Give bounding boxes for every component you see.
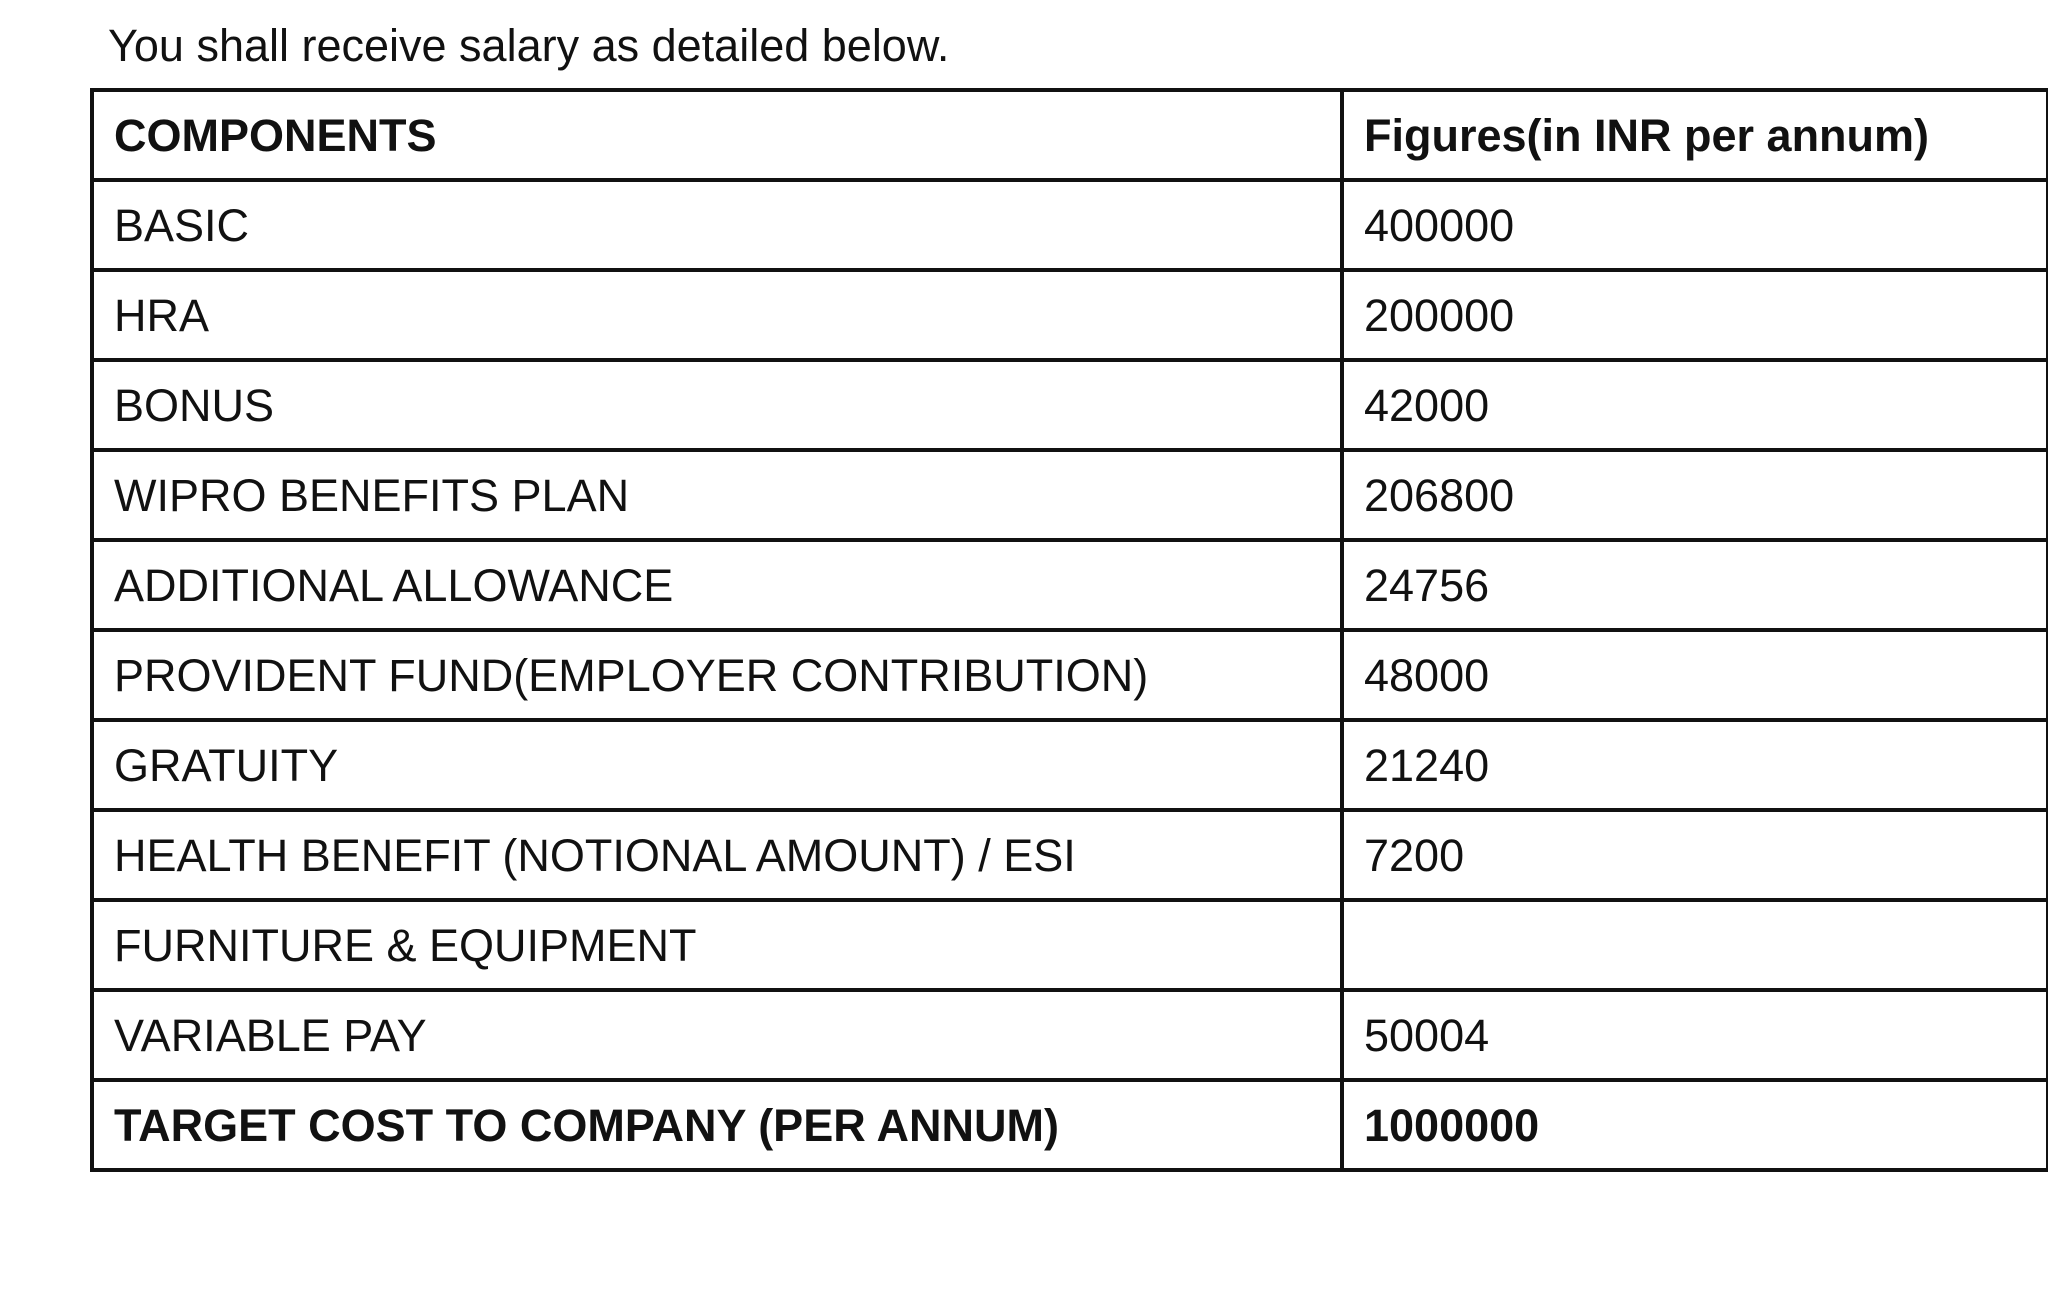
table-row bbox=[92, 630, 2048, 720]
component-cell: FURNITURE & EQUIPMENT bbox=[92, 900, 1342, 990]
component-cell: WIPRO BENEFITS PLAN bbox=[92, 450, 1342, 540]
table-row bbox=[92, 720, 2048, 810]
component-cell: HRA bbox=[92, 270, 1342, 360]
table-row bbox=[92, 990, 2048, 1080]
figure-cell: 21240 bbox=[1342, 720, 2048, 810]
figure-cell: 7200 bbox=[1342, 810, 2048, 900]
table-row bbox=[92, 900, 2048, 990]
total-row bbox=[92, 1080, 2048, 1170]
figure-cell: 42000 bbox=[1342, 360, 2048, 450]
component-cell: ADDITIONAL ALLOWANCE bbox=[92, 540, 1342, 630]
intro-text: You shall receive salary as detailed below. bbox=[108, 20, 950, 71]
table-header-row bbox=[92, 90, 2048, 180]
figure-cell: 48000 bbox=[1342, 630, 2048, 720]
header-figures: Figures(in INR per annum) bbox=[1342, 90, 2048, 180]
table-row bbox=[92, 810, 2048, 900]
figure-cell: 400000 bbox=[1342, 180, 2048, 270]
table-row bbox=[92, 180, 2048, 270]
table-row bbox=[92, 540, 2048, 630]
figure-cell: 206800 bbox=[1342, 450, 2048, 540]
salary-table bbox=[90, 88, 2048, 1172]
component-cell: PROVIDENT FUND(EMPLOYER CONTRIBUTION) bbox=[92, 630, 1342, 720]
component-cell: VARIABLE PAY bbox=[92, 990, 1342, 1080]
figure-cell: 200000 bbox=[1342, 270, 2048, 360]
component-cell: BONUS bbox=[92, 360, 1342, 450]
table-row bbox=[92, 270, 2048, 360]
table-row bbox=[92, 360, 2048, 450]
component-cell: HEALTH BENEFIT (NOTIONAL AMOUNT) / ESI bbox=[92, 810, 1342, 900]
component-cell: GRATUITY bbox=[92, 720, 1342, 810]
figure-cell: 50004 bbox=[1342, 990, 2048, 1080]
figure-cell bbox=[1342, 900, 2048, 990]
component-cell: BASIC bbox=[92, 180, 1342, 270]
total-value: 1000000 bbox=[1342, 1080, 2048, 1170]
total-label: TARGET COST TO COMPANY (PER ANNUM) bbox=[92, 1080, 1342, 1170]
figure-cell: 24756 bbox=[1342, 540, 2048, 630]
table-row bbox=[92, 450, 2048, 540]
header-components: COMPONENTS bbox=[92, 90, 1342, 180]
